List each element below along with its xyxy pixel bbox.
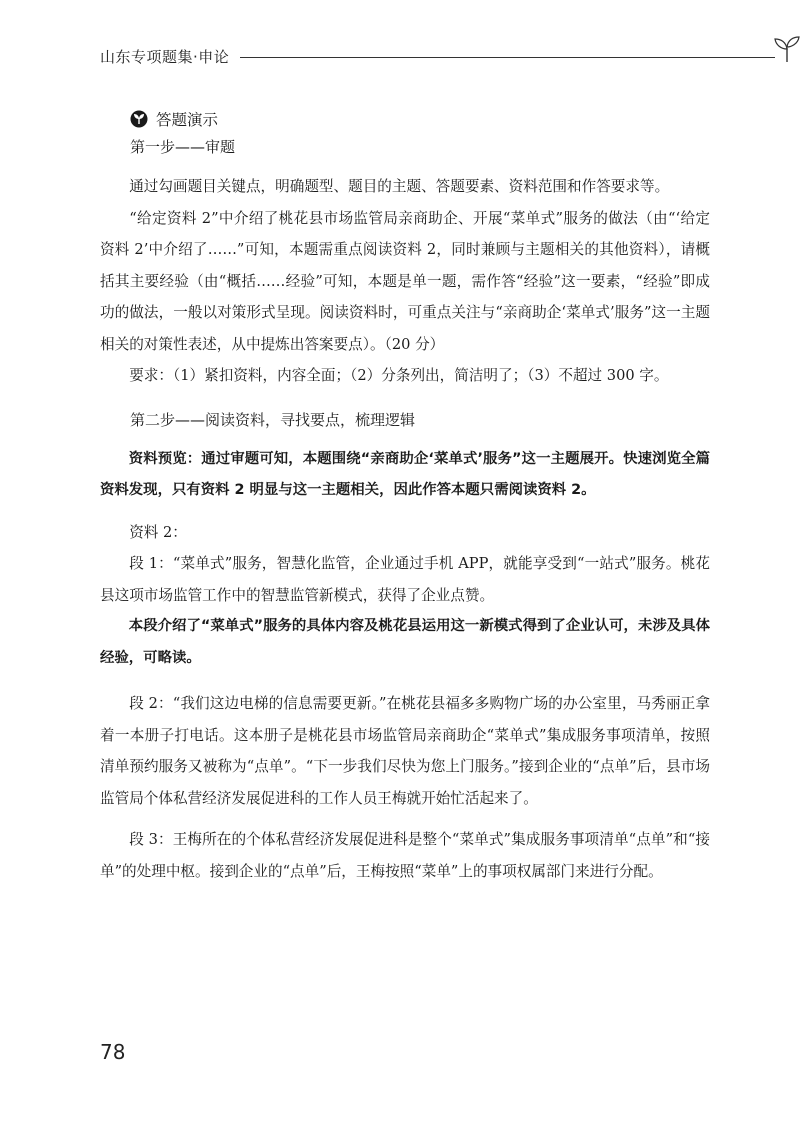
section-heading-label: 答题演示 [156,111,219,129]
running-header [100,46,720,70]
material-paragraph-1: 段 1：“菜单式”服务，智慧化监管，企业通过手机 APP，就能享受到“一站式”服务。桃花县这项市场监管工作中的智慧监管新模式，获得了企业点赞。 [100,555,710,604]
section-heading [130,105,710,133]
material-preview: 资料预览：通过审题可知，本题围绕“亲商助企‘菜单式’服务”这一主题展开。快速浏览全篇资料发现，只有资料 2 明显与这一主题相关，因此作答本题只需阅读资料 2。 [100,450,710,498]
material-paragraph-2: 段 2：“我们这边电梯的信息需要更新。”在桃花县福多多购物广场的办公室里，马秀丽正拿着一本册子打电话。这本册子是桃花县市场监管局亲商助企“菜单式”集成服务事项清单，按照清单预约服务又被称为“点单”。“下一步我们尽快为您上门服务。”接到企业的“点单”后，县市场监管局个体私营经济发展促进科的工作人员王梅就开始忙活起来了。 [100,695,710,807]
step1-heading: 第一步——审题 [130,138,236,156]
sprout-icon [772,34,800,64]
header-rule [240,57,775,58]
leaf-badge-icon [130,110,148,128]
body-text [100,105,710,887]
material-paragraph-3: 段 3：王梅所在的个体私营经济发展促进科是整个“菜单式”集成服务事项清单“点单”和“接单”的处理中枢。接到企业的“点单”后，王梅按照“菜单”上的事项权属部门来进行分配。 [100,831,710,880]
step1-paragraph-2: “给定资料 2”中介绍了桃花县市场监管局亲商助企、开展“菜单式”服务的做法（由“‘给定资料 2’中介绍了……”可知，本题需重点阅读资料 2，同时兼顾与主题相关的其他资料），请概括其主要经验（由“概括……经验”可知，本题是单一题，需作答“经验”这一要素，“经验”即成功的做法，一般以对策形式呈现。阅读资料时，可重点关注与“亲商助企‘菜单式’服务”这一主题相关的对策性表述，从中提炼出答案要点）。（20 分） [100,209,710,353]
step1-requirements: 要求：（1）紧扣资料，内容全面；（2）分条列出，简洁明了；（3）不超过 300 字。 [129,367,669,384]
step2-heading: 第二步——阅读资料，寻找要点，梳理逻辑 [130,410,416,429]
material-label: 资料 2： [129,523,187,541]
book-title: 山东专项题集·申论 [100,48,230,66]
page-number: 78 [100,1040,126,1064]
paragraph-1-note: 本段介绍了“菜单式”服务的具体内容及桃花县运用这一新模式得到了企业认可，未涉及具体经验，可略读。 [100,618,710,666]
step1-paragraph-1: 通过勾画题目关键点，明确题型、题目的主题、答题要素、资料范围和作答要求等。 [129,178,670,195]
